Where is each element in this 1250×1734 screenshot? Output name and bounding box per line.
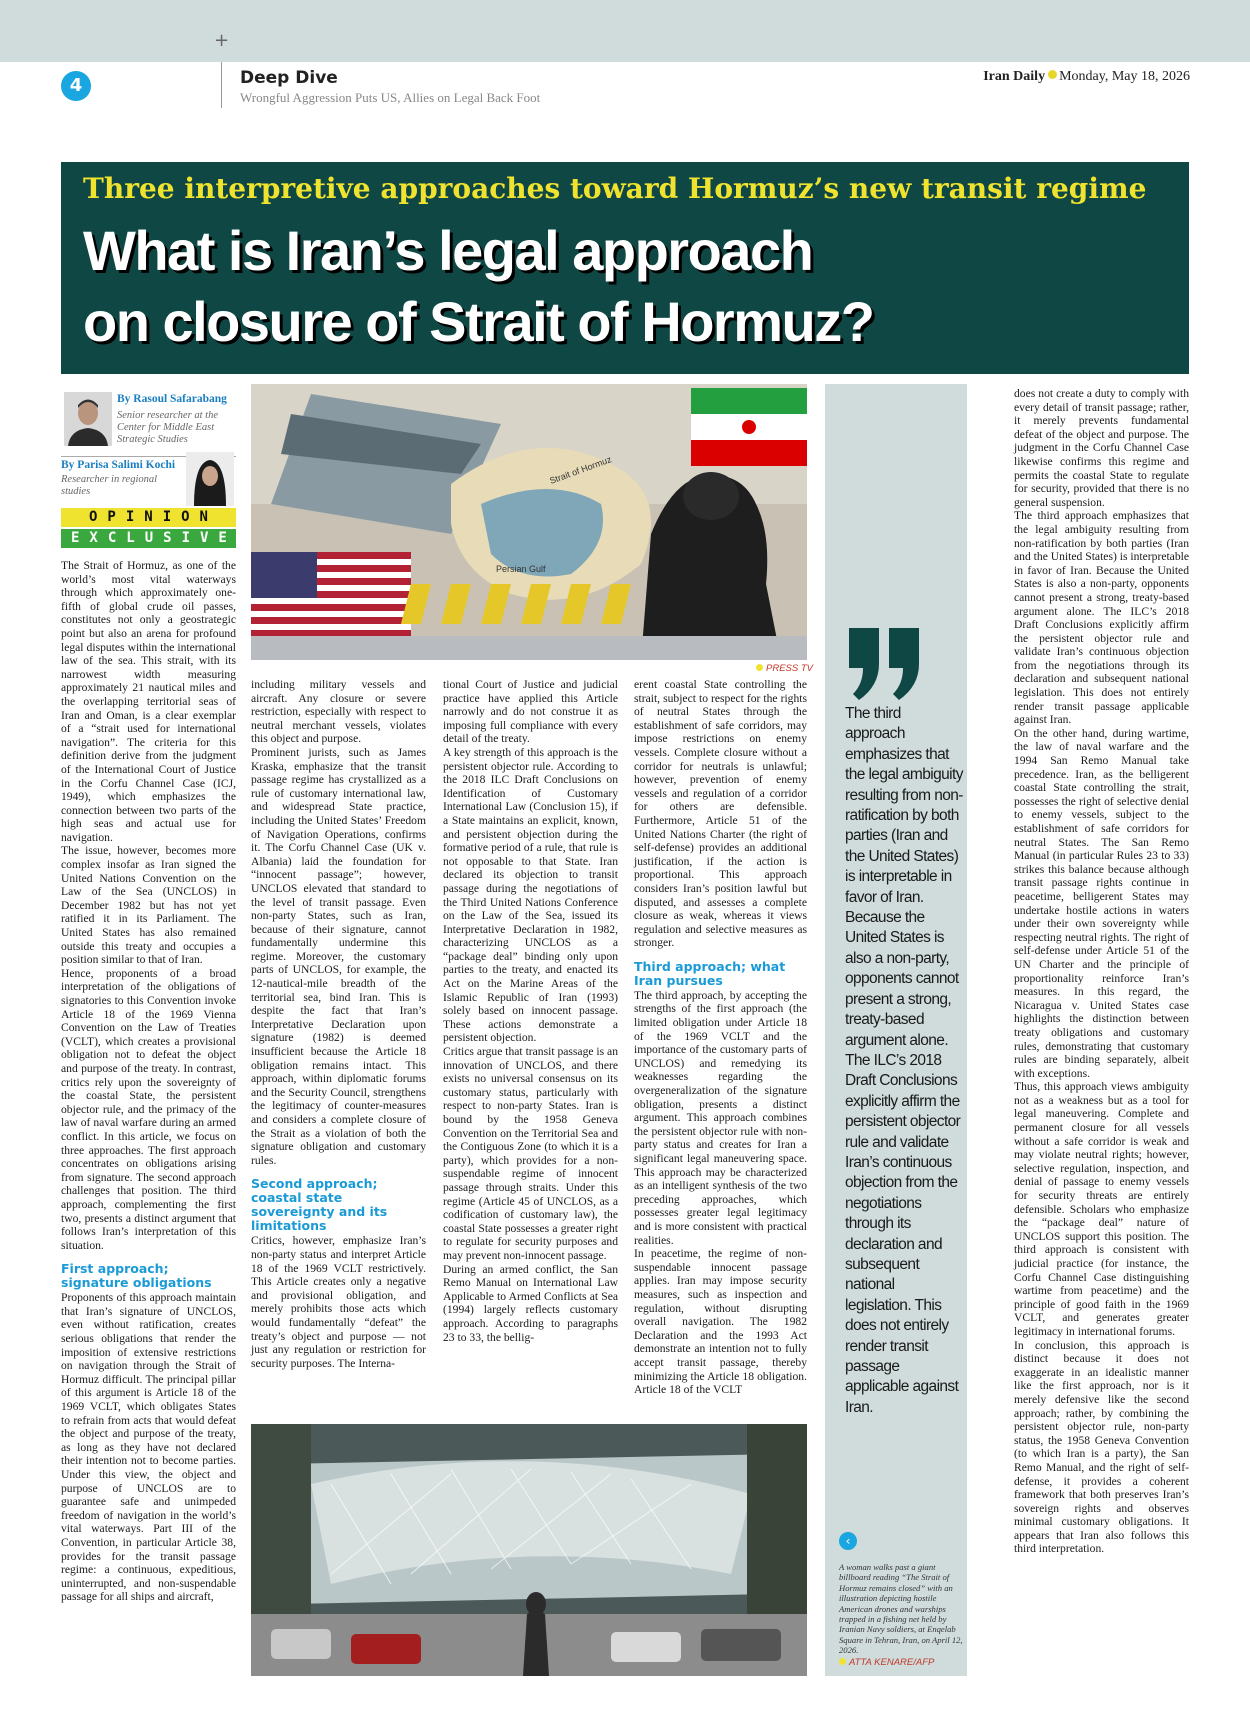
map-label-strait: Strait of Hormuz (548, 454, 613, 486)
photo-caption: A woman walks past a giant billboard reading “The Strait of Hormuz remains closed” with an illustration depicting hostile American drones and warships trapped in a fishing net held by Iranian Navy soldiers, at Enqelab Square in Tehran, Iran, on April 12, 2026. ATTA KENARE/AFP (839, 1562, 967, 1668)
map-label-gulf: Persian Gulf (496, 564, 546, 574)
paragraph: does not create a duty to comply with every detail of transit passage; rather, it merely prevents fundamental defeat of the object and purpose. The judgment in the Corfu Channel Case likewise confirms this regime and permits the coastal State to regulate for security, provided that there is no general suspension. (1014, 387, 1189, 509)
masthead (983, 69, 1190, 85)
us-flag-graphic (251, 552, 411, 636)
byline-1 (117, 393, 232, 446)
top-band (0, 0, 1250, 62)
paragraph: Hence, proponents of a broad interpretation of the obligations of signatories to this Convention invoke Article 18 of the 1969 Vienna Convention on the Law of Treaties (VCLT), which creates a provisional obligation not to defeat the object and purpose of the treaty. In contrast, critics rely upon the sovereignty of the coastal State, the persistent objector rule, and the primacy of the law of naval warfare during an armed conflict. In this article, we focus on three approaches. The first approach concentrates on obligations arising from signature. The second approach challenges that position. The third approach, complementing the first two, presents a distinct argument that follows Iran’s interpretation of this situation. (61, 966, 236, 1252)
paragraph: On the other hand, during wartime, the law of naval warfare and the 1994 San Remo Manual take precedence. Iran, as the belligerent coastal State controlling the strait, possesses the right of selective denial to enemy vessels, subject to the establishment of safe corridors for neutral States. The San Remo Manual (in particular Rules 23 to 33) strikes this balance because although transit passage rights continue in peacetime, belligerent States may undertake hostile actions in waters under their own sovereignty while respecting neutral rights. The right of self-defense under Article 51 of the UN Charter and the principle of proportionality reinforce Iran’s measures. In this regard, the Nicaragua v. United States case highlights the distinction between treaty obligations and customary rules, demonstrating that customary rules are binding separately, albeit with exceptions. (1014, 726, 1189, 1080)
exclusive-label: EXCLUSIVE (61, 529, 236, 548)
caption-arrow-icon: ‹ (839, 1532, 857, 1550)
hormuz-map-photo (251, 384, 807, 660)
author-name-1: By Rasoul Safarabang (117, 393, 227, 405)
paragraph: Proponents of this approach maintain that Iran’s signature of UNCLOS, even without ratification, creates serious obligations that render the imposition of extensive restrictions on navigation through the Strait of Hormuz difficult. The principal pillar of this argument is Article 18 of the 1969 VCLT, which obligates States to refrain from acts that would defeat the object and purpose of the treaty, as long as they have not declared their intention not to become parties. Under this view, the object and purpose of UNCLOS are to guarantee safe and unimpeded freedom of navigation in the world’s vital waterways. Part III of the Convention, in particular Article 38, provides for the transit passage regime: a continuous, expeditious, uninterrupted, and non-suspendable passage for all ships and aircraft, (61, 1291, 236, 1604)
section-subtitle: Wrongful Aggression Puts US, Allies on Legal Back Foot (240, 90, 541, 105)
headline-line-2: on closure of Strait of Hormuz? (83, 289, 874, 353)
subheading-second-approach: Second approach; coastal state sovereignty and its limitations (251, 1176, 388, 1234)
author-photo-2 (186, 452, 234, 506)
paragraph: The third approach emphasizes that the legal ambiguity resulting from non-ratification by both parties (Iran and the United States) is interpretable in favor of Iran. Because the United States is also a non-party, opponents cannot present a strong, treaty-based argument alone. The ILC’s 2018 Draft Conclusions explicitly affirm the persistent objector rule and validate Iran’s continuous objection from the negotiations through its declaration and subsequent national legislation. This does not entirely render transit passage applicable against Iran. (1014, 509, 1189, 727)
subheading-first-approach: First approach; signature obligations (61, 1261, 212, 1291)
paragraph: erent coastal State controlling the strait, subject to respect for the rights of neutral States through the establishment of safe corridors, may impose restrictions on enemy vessels. Complete closure without a corridor for neutrals is unlawful; however, prevention of enemy vessels and regulation of a corridor for others are defensible. Furthermore, Article 51 of the United Nations Charter (the right of self-defense) provides an additional justification, if the action is proportional. This approach considers Iran’s position lawful but disputed, and assesses a complete closure as weak, whereas it views regulation and selective measures as stronger. (634, 678, 807, 950)
paragraph: A key strength of this approach is the persistent objector rule. According to the 2018 ILC Draft Conclusions on Identification of Customary International Law (Conclusion 15), if a State maintains an explicit, known, and persistent objection during the formative period of a rule, that rule is not opposable to that State. Iran declared its objection to transit passage during the negotiations of the Third United Nations Conference on the Law of the Sea, issued its Interpretative Declaration in 1982, characterizing UNCLOS as a “package deal” binding only upon parties to the treaty, and enacted its Act on the Marine Areas of the Islamic Republic of Iran (1993) solely based on innocent passage. These actions demonstrate a persistent objection. (443, 745, 618, 1045)
article-column-2 (251, 678, 426, 1370)
article-column-3 (443, 678, 618, 1344)
separator-dot-icon (1048, 70, 1057, 79)
registration-mark-icon: + (214, 30, 230, 51)
opinion-badge (61, 508, 236, 548)
brand-name: Iran Daily (983, 69, 1046, 84)
paragraph: The Strait of Hormuz, as one of the world’s most vital waterways through which approximately one-fifth of global crude oil passes, constitutes not only a geostrategic point but also an arena for profound legal disputes within the international law of the sea. This strait, with its narrowest width measuring approximately 21 nautical miles and the overlapping territorial seas of Iran and Oman, is a clear exemplar of a “strait used for international navigation”. The criteria for this definition derive from the judgment of the International Court of Justice in the Corfu Channel Case (ICJ, 1949), which emphasizes the connection between two parts of the high seas and actual use for navigation. (61, 559, 236, 844)
author-role-1: Senior researcher at the Center for Middle East Strategic Studies (117, 410, 218, 445)
author-name-2: By Parisa Salimi Kochi (61, 459, 176, 471)
pull-quote-panel (825, 384, 967, 1676)
paragraph: Thus, this approach views ambiguity not as a weakness but as a tool for legal maneuvering. Complete and permanent closure for all vessels without a safe corridor is weak and may violate neutral rights; however, selective regulation, inspection, and denial of passage to enemy vessels for security threats are entirely defensible. Scholars who emphasize the “package deal” nature of UNCLOS support this position. The third approach is consistent with judicial practice (for instance, the Corfu Channel Case distinguishing wartime from peacetime) and the principle of good faith in the 1969 VCLT, and generates greater legitimacy in international forums. (1014, 1080, 1189, 1338)
article-column-5 (1014, 387, 1189, 1556)
paragraph: Critics argue that transit passage is an innovation of UNCLOS, and there exists no universal consensus on its customary status, particularly with respect to non-party States. Iran is bound by the 1958 Geneva Convention on the Territorial Sea and the Contiguous Zone (to which it is a party), which provides for a non-suspendable regime of innocent passage through straits. Under this regime (Article 45 of UNCLOS, as a codification of customary law), the coastal State possesses a greater right to regulate for security purposes and may prevent non-innocent passage. (443, 1045, 618, 1262)
page-number: 4 (61, 71, 91, 101)
billboard-photo (251, 1424, 807, 1676)
paragraph: Critics, however, emphasize Iran’s non-party status and interpret Article 18 of the 1969 VCLT restrictively. This Article creates only a negative and provisional obligation, and merely prohibits those acts which would fundamentally “defeat” the treaty’s object and purpose — not just any regulation or restriction for security purposes. The Interna- (251, 1234, 426, 1370)
opinion-label: OPINION (61, 508, 236, 527)
photo-credit-2: ATTA KENARE/AFP (839, 1658, 967, 1668)
paragraph: including military vessels and aircraft. Any closure or severe restriction, especially with respect to neutral merchant vessels, violates this object and purpose. (251, 678, 426, 746)
article-column-1 (61, 559, 236, 1604)
photo-credit-1: PRESS TV (756, 663, 813, 674)
pull-quote-text: The third approach emphasizes that the legal ambiguity resulting from non-ratification by both parties (Iran and the United States) is interpretable in favor of Iran. Because the United States is also a non-party, opponents cannot present a strong, treaty-based argument alone. The ILC’s 2018 Draft Conclusions explicitly affirm the persistent objector rule and validate Iran’s continuous objection from the negotiations through its declaration and subsequent national legislation. This does not entirely render transit passage applicable against Iran. (845, 705, 963, 1416)
headline (83, 216, 873, 357)
section-title: Deep Dive (240, 68, 338, 88)
author-role-2: Researcher in regional studies (61, 474, 158, 497)
paragraph: During an armed conflict, the San Remo Manual on International Law Applicable to Armed Conflicts at Sea (1994) largely reflects customary approach. According to paragraphs 23 to 33, the bellig- (443, 1262, 618, 1344)
quote-mark-icon (845, 624, 925, 704)
header-divider (221, 62, 222, 108)
paragraph: Prominent jurists, such as James Kraska, emphasize that the transit passage regime has crystallized as a rule of customary international law, and widespread State practice, including the United States’ Freedom of Navigation Operations, confirms it. The Corfu Channel Case (UK v. Albania) laid the foundation for “innocent passage”; however, UNCLOS elevated that standard to the level of transit passage. Even non-party States, such as Iran, because of their signature, cannot fundamentally undermine this regime. Moreover, the customary parts of UNCLOS, for example, the 12-nautical-mile breadth of the territorial sea, bind Iran. This is despite the fact that Iran’s Interpretative Declaration upon signature (1982) is deemed insufficient because the Article 18 obligation remains intact. This approach, within diplomatic forums and the Security Council, strengthens the legitimacy of counter-measures and considers a complete closure of the Strait as a violation of both the signature obligation and customary rules. (251, 745, 426, 1167)
byline-2 (61, 459, 181, 498)
paragraph: In conclusion, this approach is distinct because it does not exaggerate in an idealistic manner like the first approach, nor is it merely defensive like the second approach; rather, by combining the persistent objector rule, non-party status, the 1958 Geneva Convention (to which Iran is a party), the San Remo Manual, and the right of self-defense, it provides a coherent framework that both preserves Iran’s sovereign rights and observes minimal customary obligations. It appears that Iran also follows this third interpretation. (1014, 1338, 1189, 1556)
headline-kicker: Three interpretive approaches toward Hormuz’s new transit regime (83, 172, 1147, 205)
paragraph: tional Court of Justice and judicial practice have applied this Article narrowly and do not construe it as imposing full compliance with every detail of the treaty. (443, 678, 618, 746)
issue-date: Monday, May 18, 2026 (1059, 69, 1190, 84)
article-column-4 (634, 678, 807, 1397)
credit-dot-icon (756, 664, 763, 671)
paragraph: In peacetime, the regime of non-suspendable innocent passage applies. Iran may impose security measures, such as inspection and regulation, without disrupting overall navigation. The 1982 Declaration and the 1993 Act demonstrate an intention not to fully accept transit passage, thereby minimizing the Article 18 obligation. Article 18 of the VCLT (634, 1247, 807, 1397)
headline-banner (61, 162, 1189, 374)
paragraph: The issue, however, becomes more complex insofar as Iran signed the United Nations Convention on the Law of the Sea (UNCLOS) in December 1982 but has not yet ratified it in its Parliament. The United States has also remained outside this treaty and occupies a position similar to that of Iran. (61, 844, 236, 967)
credit-dot-icon (839, 1658, 846, 1665)
paragraph: The third approach, by accepting the strengths of the first approach (the limited obligation under Article 18 of the 1969 VCLT and the importance of the customary parts of UNCLOS) and remedying its weaknesses regarding the overgeneralization of the signature obligation, presents a distinct argument. This approach combines the persistent objector rule with non-party status and creates for Iran a significant legal maneuvering space. This approach may be characterized as an intelligent synthesis of the two preceding approaches, which possesses greater legal legitimacy and is more consistent with practical realities. (634, 988, 807, 1247)
author-photo-1 (64, 392, 112, 446)
subheading-third-approach: Third approach; what Iran pursues (634, 958, 786, 988)
headline-line-1: What is Iran’s legal approach (83, 219, 813, 282)
